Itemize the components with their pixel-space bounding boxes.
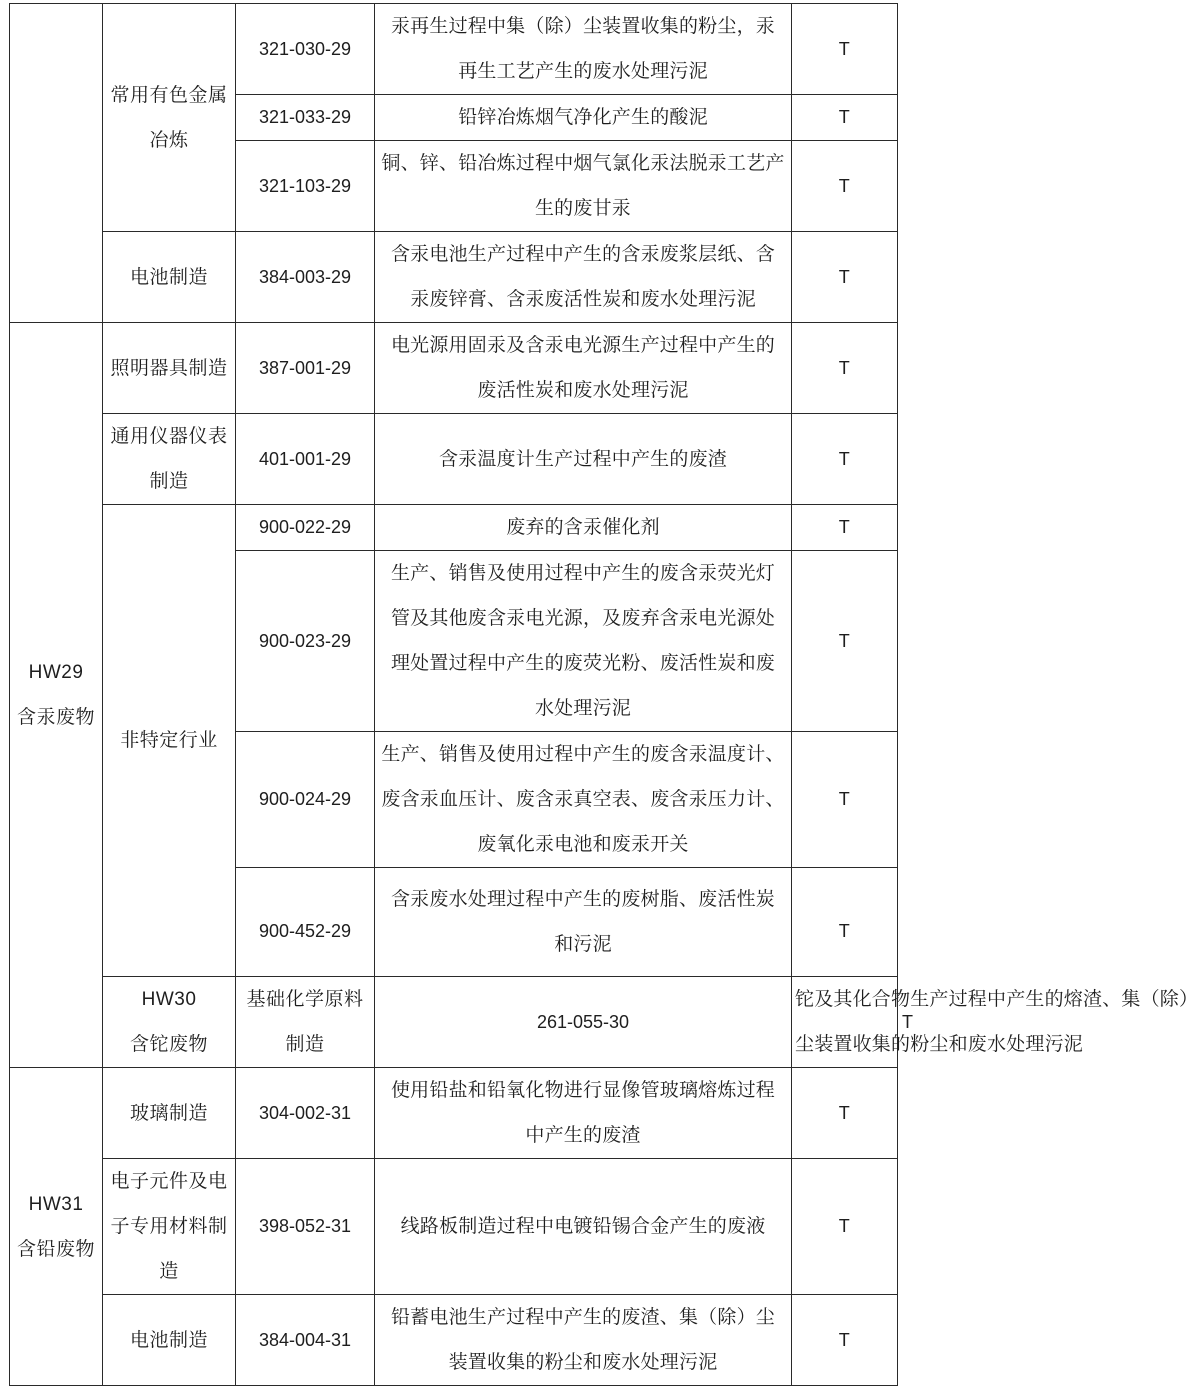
waste-code: 384-003-29 [236,232,375,323]
table-row [10,4,898,95]
waste-code: 261-055-30 [375,977,792,1068]
waste-code: 401-001-29 [236,414,375,505]
waste-description: 铅锌冶炼烟气净化产生的酸泥 [375,95,792,141]
waste-description: 铅蓄电池生产过程中产生的废渣、集（除）尘 装置收集的粉尘和废水处理污泥 [375,1295,792,1386]
hazard-property: T [792,1295,898,1386]
hazard-property: T [792,414,898,505]
industry-cell: 基础化学原料 制造 [236,977,375,1068]
hazard-property: T [792,1068,898,1159]
industry-cell: 通用仪器仪表 制造 [103,414,236,505]
waste-description: 线路板制造过程中电镀铅锡合金产生的废液 [375,1159,792,1295]
industry-cell: 电子元件及电 子专用材料制 造 [103,1159,236,1295]
table-row [10,1295,898,1386]
waste-code: 900-023-29 [236,551,375,732]
waste-description: 铜、锌、铅冶炼过程中烟气氯化汞法脱汞工艺产 生的废甘汞 [375,141,792,232]
waste-code: 387-001-29 [236,323,375,414]
waste-description: 含汞电池生产过程中产生的含汞废浆层纸、含 汞废锌膏、含汞废活性炭和废水处理污泥 [375,232,792,323]
waste-code: 900-022-29 [236,505,375,551]
industry-cell: 照明器具制造 [103,323,236,414]
waste-code: 384-004-31 [236,1295,375,1386]
waste-code: 321-033-29 [236,95,375,141]
category-cell-hw31: HW31 含铅废物 [10,1068,103,1386]
waste-code: 304-002-31 [236,1068,375,1159]
category-cell-hw29: HW29 含汞废物 [10,323,103,1068]
waste-description: 含汞废水处理过程中产生的废树脂、废活性炭 和污泥 [375,868,792,977]
table-row [10,232,898,323]
category-cell-hw30: HW30 含铊废物 [103,977,236,1068]
industry-cell: 电池制造 [103,1295,236,1386]
hazard-property: T [792,4,898,95]
industry-cell: 玻璃制造 [103,1068,236,1159]
table-row [10,505,898,551]
table-row [10,1159,898,1295]
waste-description: 使用铅盐和铅氧化物进行显像管玻璃熔炼过程 中产生的废渣 [375,1068,792,1159]
waste-code: 900-452-29 [236,868,375,977]
industry-cell: 常用有色金属 冶炼 [103,4,236,232]
hazard-property: T [792,505,898,551]
table-row [10,1068,898,1159]
table-row [10,323,898,414]
waste-code: 900-024-29 [236,732,375,868]
waste-description: 电光源用固汞及含汞电光源生产过程中产生的 废活性炭和废水处理污泥 [375,323,792,414]
waste-description: 废弃的含汞催化剂 [375,505,792,551]
hazard-property: T [792,141,898,232]
industry-cell: 电池制造 [103,232,236,323]
hazard-property: T [792,1159,898,1295]
hazardous-waste-table [9,3,1198,1386]
hazard-property: T [792,323,898,414]
hazard-property: T [792,95,898,141]
waste-code: 321-030-29 [236,4,375,95]
waste-description: 汞再生过程中集（除）尘装置收集的粉尘，汞 再生工艺产生的废水处理污泥 [375,4,792,95]
waste-code: 398-052-31 [236,1159,375,1295]
table-row: HW30 含铊废物 基础化学原料 制造 261-055-30 铊及其化合物生产过程中产生的熔渣、集（除） 尘装置收集的粉尘和废水处理污泥 T [10,977,898,1068]
waste-description: 铊及其化合物生产过程中产生的熔渣、集（除） 尘装置收集的粉尘和废水处理污泥 [792,977,898,1068]
hazard-property: T [792,868,898,977]
hazard-property: T [792,551,898,732]
waste-description: 生产、销售及使用过程中产生的废含汞荧光灯 管及其他废含汞电光源，及废弃含汞电光源处 理处置过程中产生的废荧光粉、废活性炭和废 水处理污泥 [375,551,792,732]
hazard-property: T [792,732,898,868]
category-cell-continued [10,4,103,323]
table-row [10,414,898,505]
waste-description: 生产、销售及使用过程中产生的废含汞温度计、 废含汞血压计、废含汞真空表、废含汞压力计、 废氧化汞电池和废汞开关 [375,732,792,868]
industry-cell: 非特定行业 [103,505,236,977]
waste-description: 含汞温度计生产过程中产生的废渣 [375,414,792,505]
hazard-property: T [792,232,898,323]
waste-code: 321-103-29 [236,141,375,232]
